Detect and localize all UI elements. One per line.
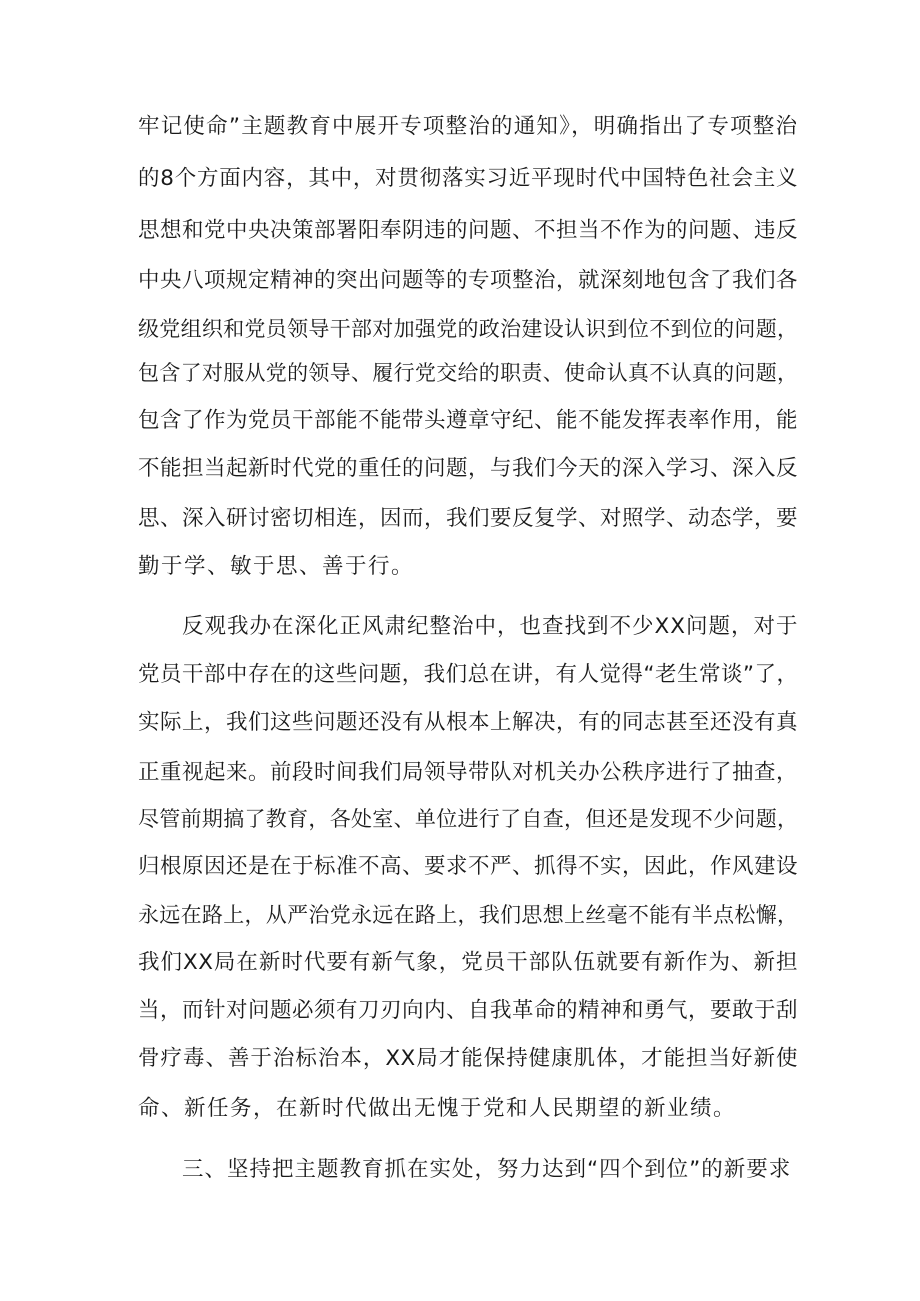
- paragraph-1-line-8: 不能担当起新时代党的重任的问题，与我们今天的深入学习、深入反: [138, 456, 799, 481]
- paragraph-2-line-4: 正重视起来。前段时间我们局领导带队对机关办公秩序进行了抽查，: [138, 760, 799, 785]
- paragraph-1-line-3: 思想和党中央决策部署阳奉阴违的问题、不担当不作为的问题、违反: [138, 218, 799, 243]
- paragraph-2-line-1: 反观我办在深化正风肃纪整治中，也查找到不少XX问题，对于: [182, 614, 799, 639]
- paragraph-1-line-9: 思、深入研讨密切相连，因而，我们要反复学、对照学、动态学，要: [138, 506, 799, 531]
- paragraph-1-line-5: 级党组织和党员领导干部对加强党的政治建设认识到位不到位的问题，: [138, 317, 798, 341]
- paragraph-1-line-4: 中央八项规定精神的突出问题等的专项整治，就深刻地包含了我们各: [138, 268, 799, 293]
- paragraph-2-line-5: 尽管前期搞了教育，各处室、单位进行了自查，但还是发现不少问题，: [138, 807, 798, 831]
- paragraph-1-line-2: 的8个方面内容，其中，对贯彻落实习近平现时代中国特色社会主义: [138, 166, 798, 191]
- paragraph-2-line-7: 永远在路上，从严治党永远在路上，我们思想上丝毫不能有半点松懈，: [138, 903, 798, 927]
- paragraph-2-line-2: 党员干部中存在的这些问题，我们总在讲，有人觉得“老生常谈”了，: [138, 662, 798, 687]
- paragraph-2-line-8: 我们XX局在新时代要有新气象，党员干部队伍就要有新作为、新担: [138, 950, 798, 975]
- section-heading: 三、坚持把主题教育抓在实处，努力达到“四个到位”的新要求: [182, 1157, 792, 1182]
- paragraph-2-line-10: 骨疗毒、善于治标治本，XX局才能保持健康肌体，才能担当好新使: [138, 1046, 798, 1071]
- paragraph-1-line-6: 包含了对服从党的领导、履行党交给的职责、使命认真不认真的问题，: [138, 361, 798, 385]
- paragraph-2-line-6: 归根原因还是在于标准不高、要求不严、抓得不实，因此，作风建设: [138, 854, 799, 879]
- paragraph-1-line-1: 牢记使命”主题教育中展开专项整治的通知》，明确指出了专项整治: [138, 114, 798, 139]
- paragraph-2-line-3: 实际上，我们这些问题还没有从根本上解决，有的同志甚至还没有真: [138, 710, 799, 735]
- paragraph-1-line-10: 勤于学、敏于思、善于行。: [138, 554, 415, 579]
- paragraph-2-line-9: 当，而针对问题必须有刀刃向内、自我革命的精神和勇气，要敢于刮: [138, 998, 799, 1023]
- paragraph-1-line-7: 包含了作为党员干部能不能带头遵章守纪、能不能发挥表率作用，能: [138, 408, 799, 433]
- paragraph-2-line-11: 命、新任务，在新时代做出无愧于党和人民期望的新业绩。: [138, 1096, 737, 1121]
